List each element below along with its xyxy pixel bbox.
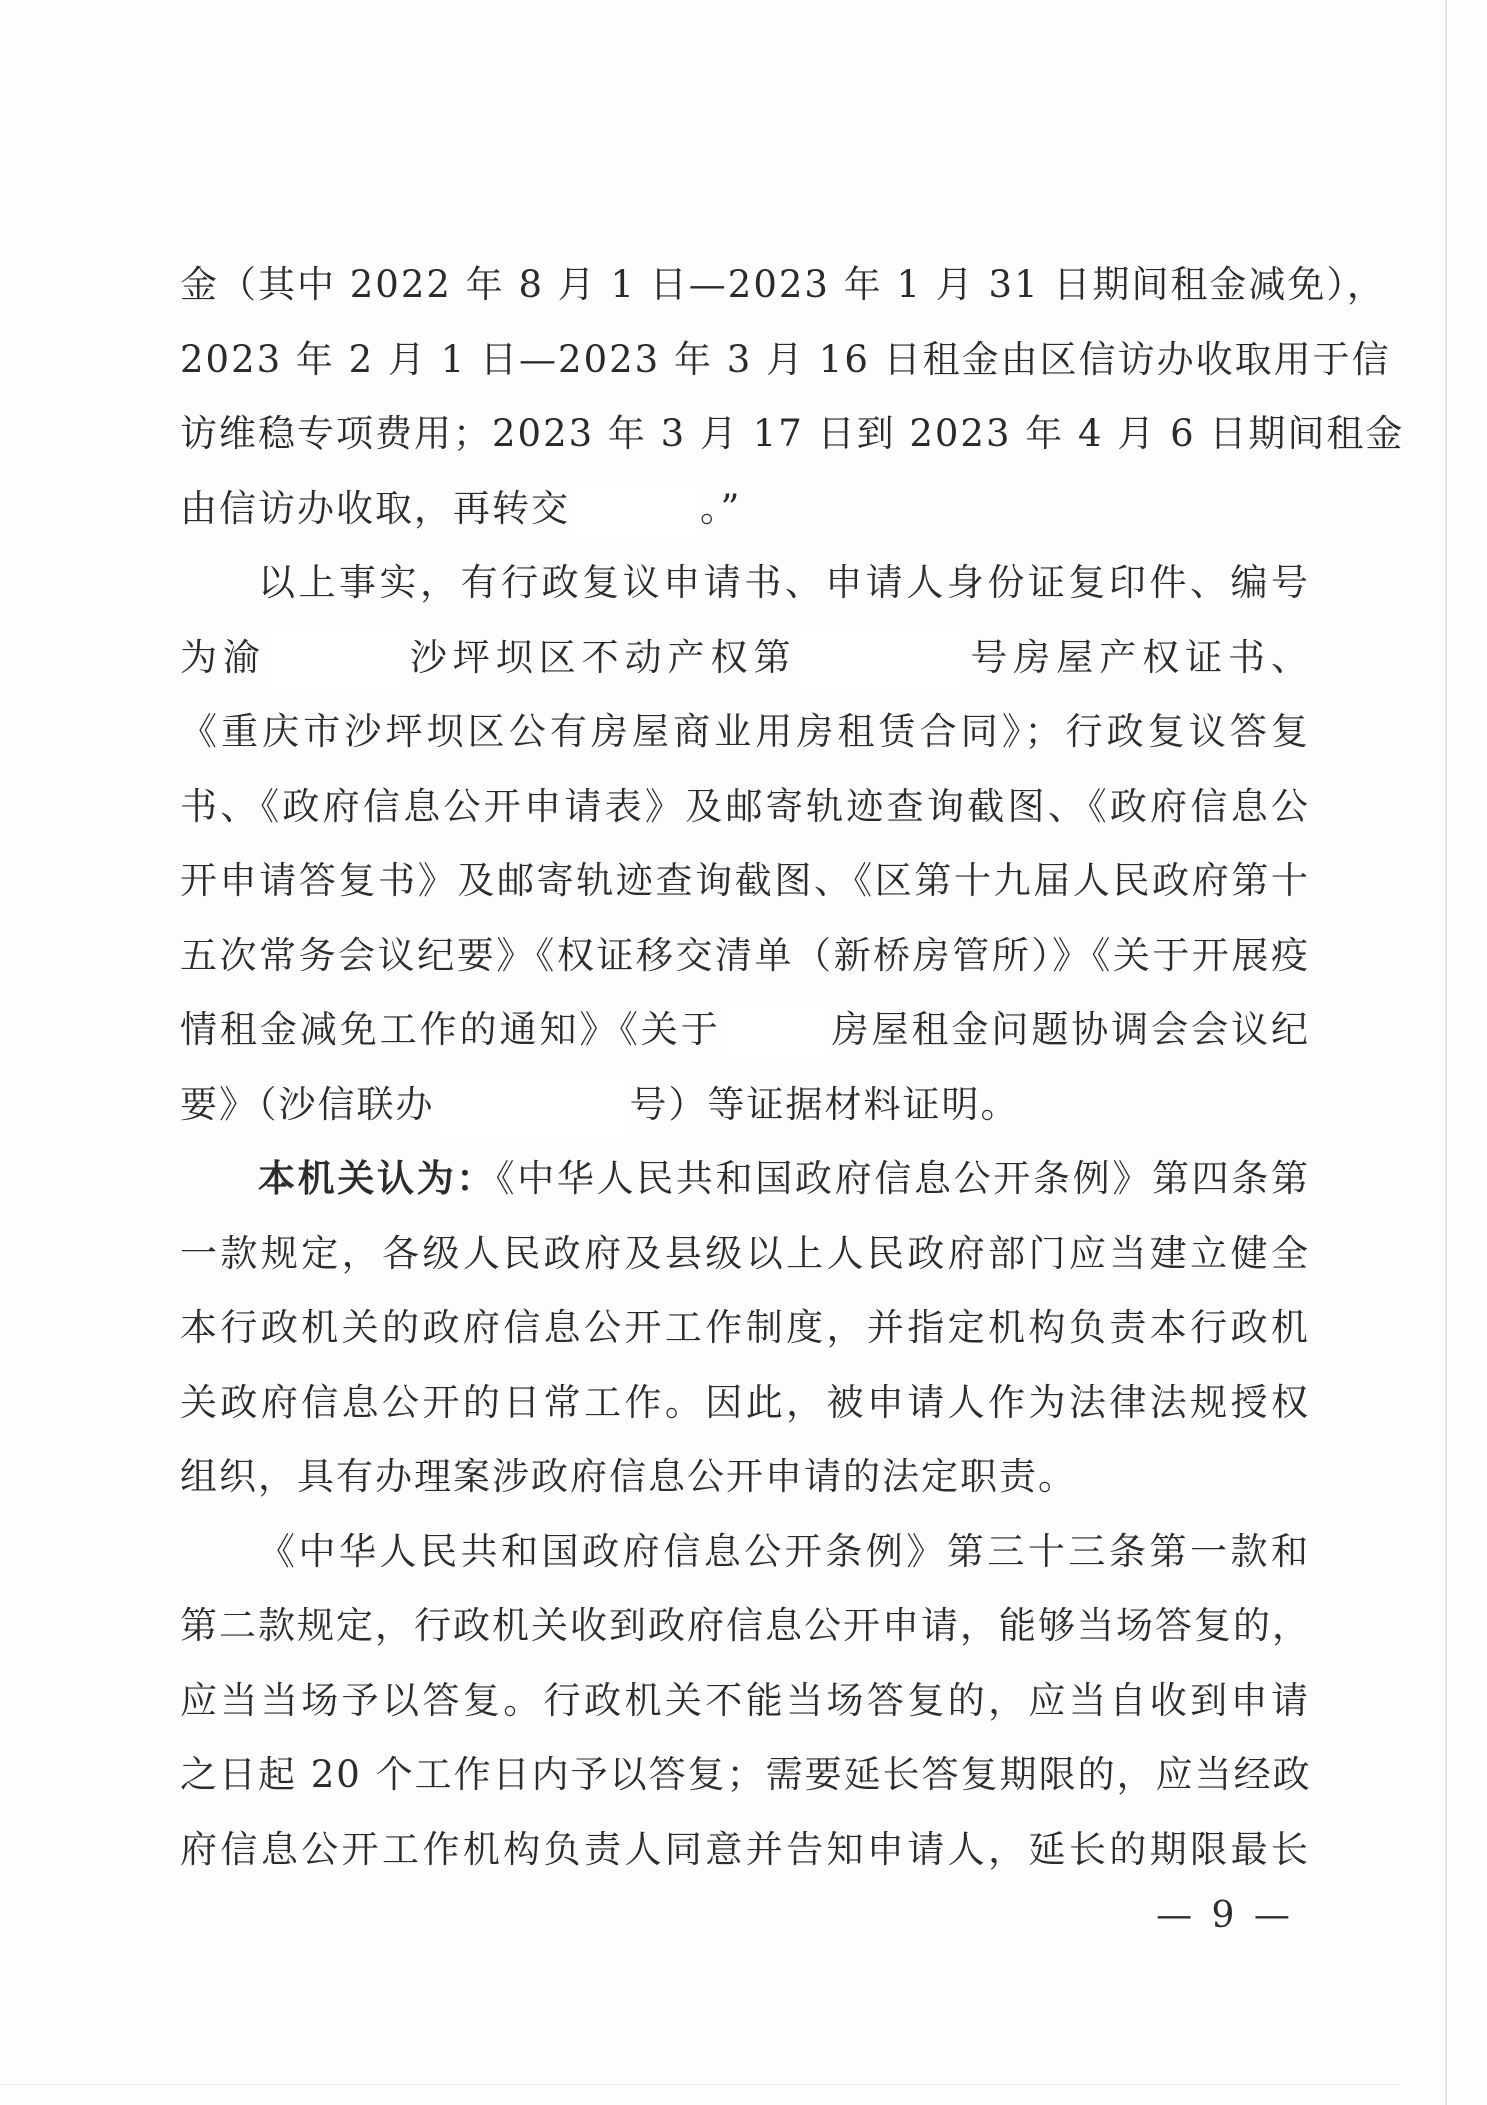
text-segment: 要》（沙信联办 <box>180 1082 435 1126</box>
paragraph-line: 第二款规定，行政机关收到政府信息公开申请，能够当场答复的， <box>180 1604 1311 1647</box>
redaction-block <box>721 1004 831 1062</box>
paragraph-line: 应当当场予以答复。行政机关不能当场答复的，应当自收到申请 <box>180 1678 1310 1722</box>
paragraph-line: 《重庆市沙坪坝区公有房屋商业用房租赁合同》；行政复议答复 <box>180 710 1310 753</box>
paragraph-line: 《中华人民共和国政府信息公开条例》第三十三条第一款和 <box>258 1529 1310 1573</box>
paragraph-line: 访维稳专项费用；2023 年 3 月 17 日到 2023 年 4 月 6 日期间租金 <box>180 412 1405 455</box>
paragraph-line <box>180 472 1310 547</box>
text-segment: 《中华人民共和国政府信息公开条例》第四条第 <box>496 1157 1311 1200</box>
paragraph-line: 之日起 20 个工作日内予以答复；需要延长答复期限的，应当经政 <box>180 1753 1312 1796</box>
paragraph-line: 组织，具有办理案涉政府信息公开申请的法定职责。 <box>180 1455 1077 1498</box>
paragraph-line <box>180 1068 1310 1143</box>
text-segment: 号房屋产权证书、 <box>966 635 1311 679</box>
document-body <box>180 248 1405 1887</box>
paragraph-line <box>180 621 1310 696</box>
text-segment: 号）等证据材料证明。 <box>629 1082 1020 1126</box>
paragraph-line: 2023 年 2 月 1 日—2023 年 3 月 16 日租金由区信访办收取用于信 <box>180 337 1391 381</box>
text-segment: 由信访办收取，再转交 <box>180 486 570 530</box>
paragraph-line: 关政府信息公开的日常工作。因此，被申请人作为法律法规授权 <box>180 1380 1310 1424</box>
bold-lead-text: 本机关认为： <box>258 1157 497 1200</box>
text-segment: 。” <box>700 486 742 530</box>
page-number: — 9 — <box>1156 1895 1294 1936</box>
scan-edge-right <box>1445 0 1447 2105</box>
text-segment: 为渝 <box>180 635 266 679</box>
redaction-block <box>570 482 700 540</box>
text-segment: 房屋租金问题协调会会议纪 <box>830 1008 1311 1051</box>
redaction-block <box>435 1078 630 1136</box>
text-segment: 情租金减免工作的通知》《关于 <box>180 1008 721 1051</box>
paragraph-line: 开申请答复书》及邮寄轨迹查询截图、《区第十九届人民政府第十 <box>180 859 1310 902</box>
paragraph-line: 府信息公开工作机构负责人同意并告知申请人，延长的期限最长 <box>180 1827 1310 1871</box>
paragraph-line: 金（其中 2022 年 8 月 1 日—2023 年 1 月 31 日期间租金减免）， <box>180 263 1386 306</box>
redaction-block <box>266 631 406 689</box>
paragraph-line: 本行政机关的政府信息公开工作制度，并指定机构负责本行政机 <box>180 1306 1310 1349</box>
paragraph-line: 书、《政府信息公开申请表》及邮寄轨迹查询截图、《政府信息公 <box>180 784 1310 828</box>
text-segment: 沙坪坝区不动产权第 <box>405 635 797 679</box>
paragraph-line: 一款规定，各级人民政府及县级以上人民政府部门应当建立健全 <box>180 1231 1310 1275</box>
scan-edge-bottom <box>0 2084 1400 2085</box>
paragraph-line: 以上事实，有行政复议申请书、申请人身份证复印件、编号 <box>258 561 1310 604</box>
redaction-block <box>796 631 966 689</box>
paragraph-line <box>180 1142 1310 1217</box>
paragraph-line <box>180 993 1310 1068</box>
paragraph-line: 五次常务会议纪要》《权证移交清单（新桥房管所）》《关于开展疫 <box>180 933 1310 977</box>
